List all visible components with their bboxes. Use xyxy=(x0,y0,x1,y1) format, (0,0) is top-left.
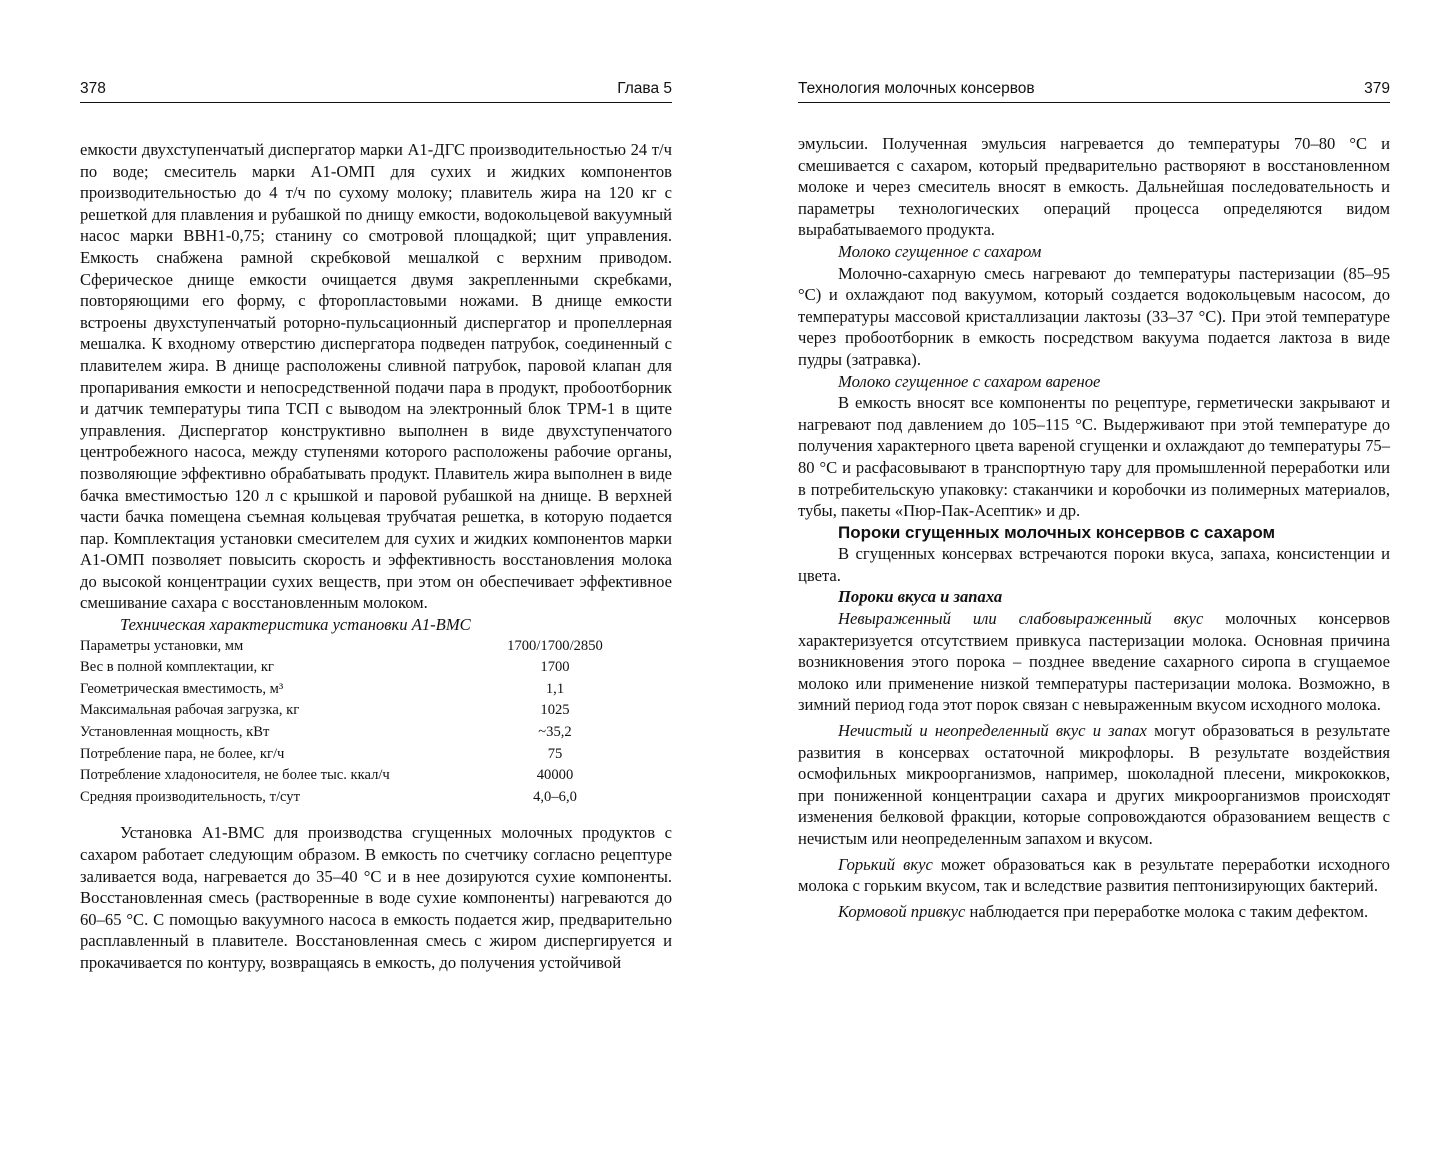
defect-term: Нечистый и неопределенный вкус и запах xyxy=(838,721,1147,741)
left-running-head xyxy=(80,80,672,103)
defect-term: Горький вкус xyxy=(838,854,933,874)
spec-label: Вес в полной комплектации, кг xyxy=(80,659,274,676)
defect-description: наблюдается при переработке молока с таким дефектом. xyxy=(965,901,1369,921)
table-row xyxy=(80,722,640,744)
spec-label: Потребление хладоносителя, не более тыс. ккал/ч xyxy=(80,767,390,784)
table-row xyxy=(80,787,640,809)
table-row xyxy=(80,765,640,787)
right-paragraph-5 xyxy=(798,608,1390,716)
spec-value: 1,1 xyxy=(545,680,565,697)
table-row xyxy=(80,679,640,701)
spec-label: Установленная мощность, кВт xyxy=(80,724,270,741)
table-row xyxy=(80,744,640,766)
left-page-number: 378 xyxy=(80,80,106,97)
right-running-title: Технология молочных консервов xyxy=(798,80,1035,97)
defect-term: Невыраженный или слабовыраженный вкус xyxy=(838,609,1204,629)
subheading-taste-smell: Пороки вкуса и запаха xyxy=(838,587,1003,607)
subheading-boiled-condensed-milk: Молоко сгущенное с сахаром вареное xyxy=(838,371,1101,391)
table-row xyxy=(80,700,640,722)
spec-value: 1700 xyxy=(540,659,570,676)
table-row xyxy=(80,657,640,679)
spec-caption: Техническая характеристика установки А1-ВМС xyxy=(120,615,471,635)
spec-label: Потребление пара, не более, кг/ч xyxy=(80,745,285,762)
spec-table xyxy=(80,636,640,809)
spec-label: Средняя производительность, т/сут xyxy=(80,788,300,805)
subheading-condensed-milk: Молоко сгущенное с сахаром xyxy=(838,241,1042,261)
right-paragraph-4: В сгущенных консервах встречаются пороки вкуса, запаха, консистенции и цвета. xyxy=(798,544,1390,585)
defect-term: Кормовой привкус xyxy=(838,901,966,921)
spec-label: Параметры установки, мм xyxy=(80,637,244,654)
spec-value: 40000 xyxy=(536,767,574,784)
right-paragraph-3: В емкость вносят все компоненты по рецептуре, герметически закрывают и нагревают под давлением до 105–115 °С. Выдерживают при этой температуре до получения характерного цвета вареной сгущенки и охлаждают до температуры 75–80 °С и расфасовывают в транспортную тару для промышленной переработки или в потребительскую упаковку: стаканчики и коробочки из полимерных материалов, тубы, пакеты «Пюр-Пак-Асептик» и др. xyxy=(798,393,1390,521)
right-paragraph-8 xyxy=(798,901,1390,923)
left-paragraph-2: Установка А1-ВМС для производства сгущенных молочных продуктов с сахаром работает следующим образом. В емкость по счетчику согласно рецептуре заливается вода, нагревается до 35–40 °С и в нее дозируются сухие компоненты. Восстановленная смесь (растворенные в воде сухие компоненты) нагреваются до 60–65 °С. С помощью вакуумного насоса в емкость подается жир, предварительно расплавленный в плавителе. Восстановленная смесь с жиром диспергируется и прокачивается по контуру, возвращаясь в емкость, до получения устойчивой xyxy=(80,823,672,972)
spec-label: Максимальная рабочая загрузка, кг xyxy=(80,702,300,719)
right-body xyxy=(798,133,1390,922)
spec-value: ~35,2 xyxy=(538,724,572,741)
spec-value: 4,0–6,0 xyxy=(533,788,577,805)
defect-description: молочных консервов характеризуется отсутствием привкуса пастеризации молока. Основная причина возникновения этого порока – позднее введение сахарного сиропа в сгущаемое молоко или применение низкой температуры пастеризации молока. Возможно, в зимний период года этот порок связан с невыраженным вкусом исходного молока. xyxy=(798,609,1390,715)
left-paragraph-1: емкости двухступенчатый диспергатор марки А1-ДГС производительностью 24 т/ч по воде; смеситель марки А1-ОМП для сухих и жидких компонентов производительностью до 4 т/ч по сухому молоку; плавитель жира на 120 кг с решеткой для плавления и рубашкой по днищу емкости, водокольцевой вакуумный насос марки ВВН1-0,75; станину со смотровой площадкой; щит управления. Емкость снабжена рамной скребковой мешалкой с верхним приводом. Сферическое днище емкости очищается двумя закрепленными скребками, повторяющими его форму, с фторопластовыми ножами. В днище емкости встроены двухступенчатый роторно-пульсационный диспергатор и пропеллерная мешалка. К входному отверстию диспергатора подведен патрубок, соединенный с плавителем жира. В днище расположены сливной патрубок, паровой клапан для пропаривания емкости и непосредственной подачи пара в продукт, пробоотборник и датчик температуры типа ТСП с выводом на электронный блок ТРМ-1 в щите управления. Диспергатор конструктивно выполнен в виде двухступенчатого центробежного насоса, между ступенями которого расположены рабочие органы, позволяющие эффективно обрабатывать продукт. Плавитель жира выполнен в виде бачка вместимостью 120 л с крышкой и паровой рубашкой на днище. В верхней части бачка помещена съемная кольцевая трубчатая решетка, в которую подается пар. Комплектация установки смесителем для сухих и жидких компонентов марки А1-ОМП позволяет повысить скорость и эффективность восстановления молока до высокой концентрации сухих веществ, при этом он обеспечивает эффективное смешивание сахара с восстановленным молоком. xyxy=(80,140,672,613)
left-running-title: Глава 5 xyxy=(617,80,672,97)
right-paragraph-6 xyxy=(798,720,1390,850)
spec-value: 75 xyxy=(547,745,563,762)
section-heading: Пороки сгущенных молочных консервов с сахаром xyxy=(838,522,1276,542)
defect-description: может образоваться как в результате переработки исходного молока с горьким вкусом, так и вследствие развития пептонизирующих бактерий. xyxy=(798,854,1390,896)
right-paragraph-7 xyxy=(798,854,1390,897)
right-paragraph-1: эмульсии. Полученная эмульсия нагревается до температуры 70–80 °С и смешивается с сахаром, который предварительно растворяют в восстановленном молоке и через смеситель вносят в емкость. Дальнейшая последовательность и параметры технологических операций процесса определяются видом вырабатываемого продукта. xyxy=(798,134,1390,240)
right-running-head xyxy=(798,80,1390,103)
left-body xyxy=(80,139,672,974)
right-page-number: 379 xyxy=(1364,80,1390,97)
spec-label: Геометрическая вместимость, м³ xyxy=(80,680,284,697)
defect-description: могут образоваться в результате развития в консервах остаточной микрофлоры. В результате воздействия осмофильных микроорганизмов, например, шоколадной плесени, микрококков, при пониженной концентрации сахара и других микроорганизмов происходят изменения белковой фракции, которые сопровождаются образованием веществ с нечистым или неопределенным запахом и вкусом. xyxy=(798,721,1390,848)
right-paragraph-2: Молочно-сахарную смесь нагревают до температуры пастеризации (85–95 °С) и охлаждают под вакуумом, который создается водокольцевым насосом, до температуры массовой кристаллизации лактозы (33–37 °С). При этой температуре через пробоотборник в емкость посредством вакуума подается лактоза в виде пудры (затравка). xyxy=(798,263,1390,369)
spec-value: 1700/1700/2850 xyxy=(507,637,603,654)
table-row xyxy=(80,636,640,658)
spec-value: 1025 xyxy=(540,702,570,719)
